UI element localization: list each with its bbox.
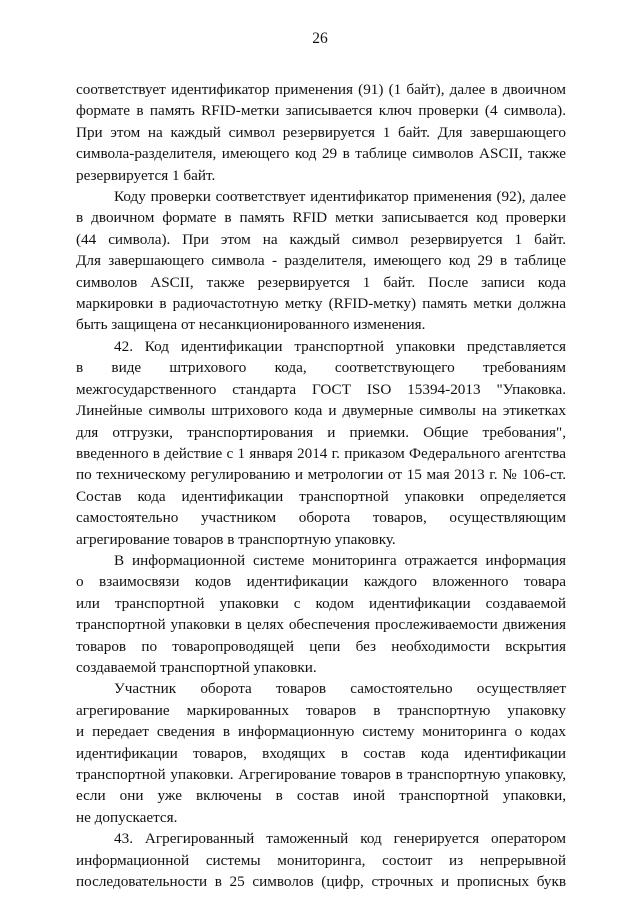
paragraph: [76, 828, 566, 892]
text-line: транспортной упаковки. Агрегирование товаров в транспортную упаковку,: [76, 766, 566, 783]
text-line: Линейные символы штрихового кода и двумерные символы на этикетках: [76, 402, 566, 420]
text-line: в виде штрихового кода, соответствующего требованиям: [76, 359, 566, 377]
text-line: резервируется 1 байт.: [76, 166, 216, 184]
page-number: 26: [312, 30, 328, 47]
paragraph: [76, 186, 566, 336]
text-line: межгосударственного стандарта ГОСТ ISO 15394-2013 "Упаковка.: [76, 380, 566, 398]
text-line: товаров по товаропроводящей цепи без необходимости вскрытия: [76, 637, 566, 655]
text-line: по техническому регулированию и метрологии от 15 мая 2013 г. № 106-ст.: [76, 466, 566, 484]
text-line: создаваемой транспортной упаковки.: [76, 658, 317, 676]
text-line: введенного в действие с 1 января 2014 г. приказом Федерального агентства: [76, 444, 566, 462]
text-line: или транспортной упаковки с кодом идентификации создаваемой: [76, 594, 566, 612]
text-line: В информационной системе мониторинга отражается информация: [114, 551, 566, 569]
text-line: (44 символа). При этом на каждый символ резервируется 1 байт.: [76, 230, 566, 248]
text-line: Для завершающего символа - разделителя, имеющего код 29 в таблице: [76, 252, 566, 270]
text-line: При этом на каждый символ резервируется 1 байт. Для завершающего: [76, 123, 566, 141]
text-line: если они уже включены в состав иной транспортной упаковки,: [76, 787, 566, 805]
text-line: самостоятельно участником оборота товаров, осуществляющим: [76, 509, 566, 527]
text-line: агрегирование товаров в транспортную упаковку.: [76, 530, 396, 548]
text-line: для отгрузки, транспортирования и приемки. Общие требования",: [76, 423, 566, 441]
document-body: [76, 79, 566, 892]
text-line: в двоичном формате в память RFID метки записывается код проверки: [76, 209, 566, 227]
text-line: 43. Агрегированный таможенный код генерируется оператором: [114, 830, 566, 848]
text-line: не допускается.: [76, 808, 178, 826]
paragraph: [76, 678, 566, 828]
text-line: и передает сведения в информационную систему мониторинга о кодах: [76, 723, 566, 741]
paragraph: [76, 550, 566, 678]
text-line: о взаимосвязи кодов идентификации каждого вложенного товара: [76, 573, 566, 591]
paragraph: [76, 336, 566, 550]
text-line: символа-разделителя, имеющего код 29 в таблице символов ASCII, также: [76, 145, 566, 163]
text-line: информационной системы мониторинга, состоит из непрерывной: [76, 851, 566, 869]
text-line: агрегирование маркированных товаров в транспортную упаковку: [76, 701, 566, 719]
text-line: маркировки в радиочастотную метку (RFID-метку) память метки должна: [76, 295, 566, 313]
text-line: идентификации товаров, входящих в состав кода идентификации: [76, 744, 566, 762]
text-line: последовательности в 25 символов (цифр, строчных и прописных букв: [76, 873, 566, 891]
text-line: Состав кода идентификации транспортной упаковки определяется: [76, 487, 566, 505]
text-line: Коду проверки соответствует идентификатор применения (92), далее: [114, 188, 566, 206]
paragraph: [76, 79, 566, 186]
text-line: формате в память RFID-метки записывается ключ проверки (4 символа).: [76, 102, 566, 120]
text-line: Участник оборота товаров самостоятельно осуществляет: [114, 680, 566, 698]
text-line: быть защищена от несанкционированного изменения.: [76, 316, 426, 334]
text-line: символов ASCII, также резервируется 1 байт. После записи кода: [76, 273, 566, 291]
text-line: соответствует идентификатор применения (91) (1 байт), далее в двоичном: [76, 81, 566, 98]
text-line: 42. Код идентификации транспортной упаковки представляется: [114, 337, 566, 355]
text-line: транспортной упаковки в целях обеспечения прослеживаемости движения: [76, 616, 566, 634]
